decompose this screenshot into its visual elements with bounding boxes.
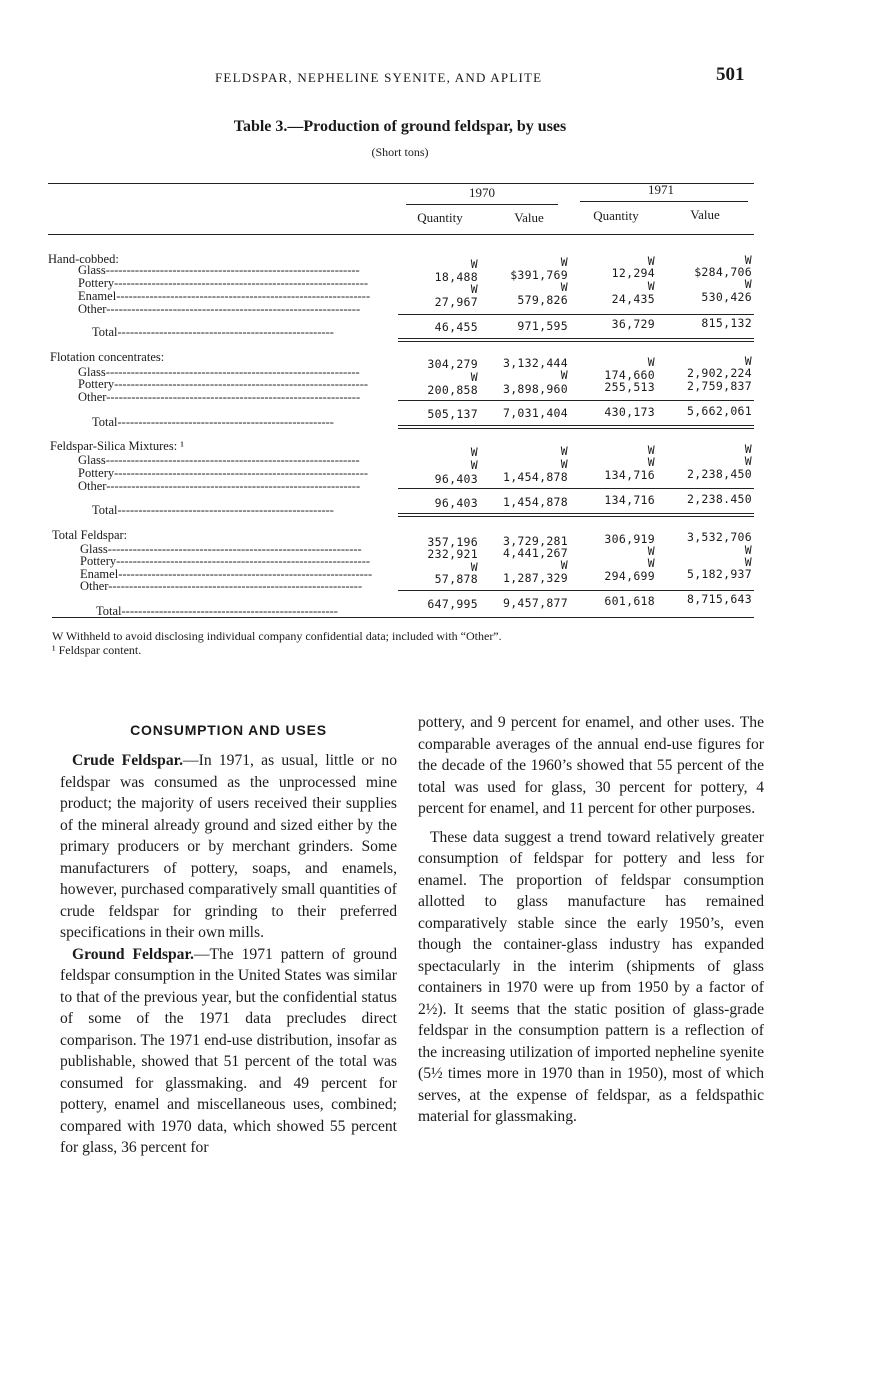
paragraph-crude-feldspar: Crude Feldspar.—In 1971, as usual, little or no feldspar was consumed as the unprocessed mine product; the majority of users received their supplies of the mineral already ground and sized either by the primary producers or by merchant grinders. Some manufacturers of pottery, soaps, and enamels, however, purchased comparatively small quantities of crude feldspar for grinding to their preferred specifications in their own mills. bbox=[60, 752, 397, 941]
row-label: Glass------------------------------------------------------------- bbox=[78, 366, 360, 379]
cell: W bbox=[744, 555, 752, 569]
running-title: FELDSPAR, NEPHELINE SYENITE, AND APLITE bbox=[215, 70, 543, 85]
cell: W bbox=[744, 454, 752, 468]
table-title: Table 3.—Production of ground feldspar, by uses bbox=[233, 118, 567, 135]
subtotal-rule bbox=[398, 590, 754, 591]
cell: W bbox=[470, 370, 478, 384]
row-label: Pottery------------------------------------------------------------- bbox=[78, 378, 369, 391]
header-quantity-1971: Quantity bbox=[593, 208, 639, 223]
cell: 27,967 bbox=[434, 295, 478, 309]
cell: W bbox=[470, 445, 478, 459]
row-label: Other------------------------------------------------------------- bbox=[80, 580, 363, 593]
cell: 1,287,329 bbox=[502, 571, 568, 585]
total-double-rule bbox=[398, 425, 754, 426]
total-cell: 8,715,643 bbox=[686, 592, 752, 606]
table-subtitle: (Short tons) bbox=[371, 145, 429, 159]
footnote-w: W Withheld to avoid disclosing individual company confidential data; included with “Other”. bbox=[52, 629, 502, 643]
cell: W bbox=[560, 255, 568, 269]
cell: W bbox=[647, 556, 655, 570]
paragraph-continued: pottery, and 9 percent for enamel, and other uses. The comparable averages of the annual end-use figures for the decade of the 1960’s showed that 55 percent of the total was used for glass, 30 percent for pottery, 4 percent for enamel, and 11 percent for other purposes. bbox=[418, 714, 764, 817]
cell: 3,898,960 bbox=[502, 382, 568, 396]
cell: $284,706 bbox=[694, 265, 752, 279]
footnote-1: ¹ Feldspar content. bbox=[52, 643, 142, 657]
total-cell: 2,238.450 bbox=[686, 492, 752, 506]
cell: 3,532,706 bbox=[686, 530, 752, 544]
cell: W bbox=[744, 253, 752, 267]
cell: W bbox=[744, 442, 752, 456]
total-double-rule bbox=[398, 516, 754, 517]
cell: W bbox=[470, 560, 478, 574]
cell: W bbox=[560, 457, 568, 471]
total-cell: 1,454,878 bbox=[502, 495, 568, 509]
row-label: Glass------------------------------------------------------------- bbox=[78, 454, 360, 467]
running-head bbox=[0, 64, 872, 94]
cell: W bbox=[744, 277, 752, 291]
body-left-column bbox=[60, 716, 397, 1159]
total-label: Total---------------------------------------------------- bbox=[92, 504, 334, 517]
cell: 255,513 bbox=[604, 380, 655, 394]
total-cell: 430,173 bbox=[604, 405, 655, 419]
table-footnotes bbox=[52, 629, 772, 657]
cell: 200,858 bbox=[427, 383, 478, 397]
cell: 2,238,450 bbox=[686, 467, 752, 481]
cell: W bbox=[647, 443, 655, 457]
cell: W bbox=[560, 558, 568, 572]
subtotal-rule bbox=[398, 314, 754, 315]
cell: 232,921 bbox=[427, 547, 478, 561]
cell: 2,759,837 bbox=[686, 379, 752, 393]
section-label: Feldspar-Silica Mixtures: ¹ bbox=[50, 439, 185, 453]
cell: $391,769 bbox=[510, 268, 568, 282]
cell: 2,902,224 bbox=[686, 366, 752, 380]
row-label: Pottery------------------------------------------------------------- bbox=[78, 467, 369, 480]
total-double-rule bbox=[398, 341, 754, 342]
page-number: 501 bbox=[716, 64, 745, 85]
cell: 357,196 bbox=[427, 535, 478, 549]
header-quantity-1970: Quantity bbox=[417, 210, 463, 225]
paragraph-trend: These data suggest a trend toward relatively greater consumption of feldspar for pottery and less for enamel. The proportion of feldspar consumption allotted to glass manufacture has remained comparatively stable since the early 1950’s, even though the container-glass industry has expanded spectacularly in the interim (shipments of glass containers in 1970 were up from 1950 by a factor of 2½). It seems that the static position of glass-grade feldspar in the consumption pattern is a reflection of the increasing utilization of imported nepheline syenite (5½ times more in 1970 than in 1950), most of which serves, at the expense of feldspar, as a feldspathic material for glassmaking. bbox=[418, 828, 764, 1125]
cell: 306,919 bbox=[604, 532, 655, 546]
total-cell: 5,662,061 bbox=[686, 404, 752, 418]
year-1970: 1970 bbox=[469, 185, 495, 200]
total-cell: 46,455 bbox=[434, 320, 478, 334]
cell: 174,660 bbox=[604, 368, 655, 382]
row-label: Pottery------------------------------------------------------------- bbox=[80, 555, 371, 568]
total-cell: 505,137 bbox=[427, 407, 478, 421]
total-cell: 134,716 bbox=[604, 493, 655, 507]
total-cell: 971,595 bbox=[517, 319, 568, 333]
total-cell: 7,031,404 bbox=[502, 406, 568, 420]
cell: W bbox=[560, 368, 568, 382]
total-cell: 96,403 bbox=[434, 496, 478, 510]
cell: W bbox=[744, 354, 752, 368]
row-label: Pottery------------------------------------------------------------- bbox=[78, 277, 369, 290]
cell: 24,435 bbox=[611, 292, 655, 306]
paragraph-ground-feldspar: Ground Feldspar.—The 1971 pattern of ground feldspar consumption in the United States was similar to that of the previous year, but the confidential status of some of the 1971 data precludes direct comparison. The 1971 end-use distribution, insofar as publishable, showed that 51 percent of the total was consumed for glassmaking. and 49 percent for pottery, enamel and miscellaneous uses, combined; compared with 1970 data, which showed 55 percent for glass, 36 percent for bbox=[60, 945, 397, 1156]
cell: 57,878 bbox=[434, 572, 478, 586]
cell: W bbox=[744, 543, 752, 557]
total-label: Total---------------------------------------------------- bbox=[92, 416, 334, 429]
row-label: Other------------------------------------------------------------- bbox=[78, 391, 361, 404]
subtotal-rule bbox=[398, 400, 754, 401]
cell: W bbox=[647, 544, 655, 558]
total-cell: 9,457,877 bbox=[502, 596, 568, 610]
total-cell: 815,132 bbox=[701, 316, 752, 330]
cell: W bbox=[647, 355, 655, 369]
row-label: Enamel------------------------------------------------------------- bbox=[78, 290, 371, 303]
row-label: Glass------------------------------------------------------------- bbox=[80, 543, 362, 556]
cell: W bbox=[470, 458, 478, 472]
cell: 18,488 bbox=[434, 270, 478, 284]
year-1971: 1971 bbox=[648, 182, 674, 197]
cell: W bbox=[560, 280, 568, 294]
total-double-rule bbox=[398, 513, 754, 514]
total-label: Total---------------------------------------------------- bbox=[96, 605, 338, 618]
year-1970-rule bbox=[406, 204, 558, 205]
cell: W bbox=[647, 254, 655, 268]
cell: W bbox=[647, 279, 655, 293]
header-value-1971: Value bbox=[690, 207, 720, 222]
table-bottom-rule bbox=[52, 617, 754, 618]
total-double-rule bbox=[398, 428, 754, 429]
row-label: Other------------------------------------------------------------- bbox=[78, 303, 361, 316]
total-cell: 647,995 bbox=[427, 597, 478, 611]
cell: 12,294 bbox=[611, 266, 655, 280]
cell: 579,826 bbox=[517, 293, 568, 307]
year-1971-rule bbox=[580, 201, 748, 202]
cell: 5,182,937 bbox=[686, 567, 752, 581]
subtotal-rule bbox=[398, 488, 754, 489]
cell: W bbox=[470, 282, 478, 296]
cell: 1,454,878 bbox=[502, 470, 568, 484]
row-label: Enamel------------------------------------------------------------- bbox=[80, 568, 373, 581]
cell: 4,441,267 bbox=[502, 546, 568, 560]
section-label: Total Feldspar: bbox=[52, 528, 128, 542]
cell: W bbox=[470, 257, 478, 271]
section-label: Flotation concentrates: bbox=[50, 350, 165, 364]
row-label: Other------------------------------------------------------------- bbox=[78, 480, 361, 493]
total-cell: 36,729 bbox=[611, 317, 655, 331]
cell: W bbox=[647, 455, 655, 469]
cell: 304,279 bbox=[427, 357, 478, 371]
cell: 3,132,444 bbox=[502, 356, 568, 370]
cell: 294,699 bbox=[604, 569, 655, 583]
header-value-1970: Value bbox=[514, 210, 544, 225]
ground-feldspar-lead: Ground Feldspar. bbox=[72, 945, 194, 963]
header-bottom-rule bbox=[48, 234, 754, 235]
cell: 530,426 bbox=[701, 290, 752, 304]
row-label: Glass------------------------------------------------------------- bbox=[78, 264, 360, 277]
cell: 96,403 bbox=[434, 472, 478, 486]
total-cell: 601,618 bbox=[604, 594, 655, 608]
cell: 134,716 bbox=[604, 468, 655, 482]
total-double-rule bbox=[398, 338, 754, 339]
total-label: Total---------------------------------------------------- bbox=[92, 326, 334, 339]
section-heading: CONSUMPTION AND USES bbox=[130, 722, 327, 738]
cell: W bbox=[560, 444, 568, 458]
body-right-column bbox=[418, 712, 764, 1128]
section-label: Hand-cobbed: bbox=[48, 252, 119, 266]
cell: 3,729,281 bbox=[502, 534, 568, 548]
crude-feldspar-lead: Crude Feldspar. bbox=[72, 752, 184, 769]
